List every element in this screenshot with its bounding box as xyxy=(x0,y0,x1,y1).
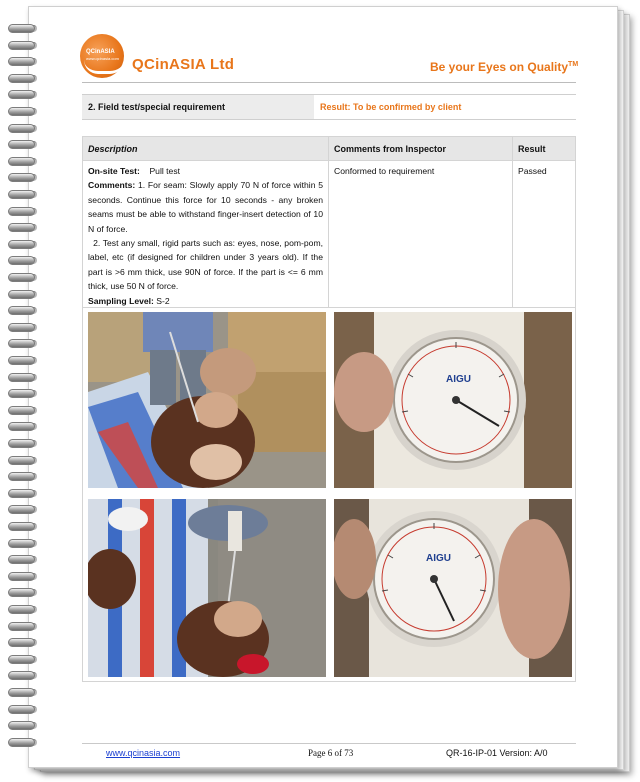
tagline: Be your Eyes on Quality™ xyxy=(430,60,579,74)
spiral-ring xyxy=(8,653,42,666)
table-header-row xyxy=(83,137,575,161)
header-description: Description xyxy=(83,137,329,160)
onsite-value: Pull test xyxy=(149,166,181,176)
spiral-ring xyxy=(8,520,42,533)
spiral-ring xyxy=(8,221,42,234)
photo-grid xyxy=(82,306,576,682)
footer-divider xyxy=(82,743,576,744)
header-divider xyxy=(82,82,576,83)
spiral-ring xyxy=(8,155,42,168)
spiral-ring xyxy=(8,553,42,566)
spiral-ring xyxy=(8,686,42,699)
section-title: 2. Field test/special requirement xyxy=(82,95,314,119)
test-table xyxy=(82,136,576,308)
gauge-brand: AIGU xyxy=(446,374,471,385)
spiral-ring xyxy=(8,420,42,433)
spiral-ring xyxy=(8,122,42,135)
spiral-ring xyxy=(8,88,42,101)
sampling-label: Sampling Level: xyxy=(88,295,154,306)
gauge-brand: AIGU xyxy=(426,553,451,564)
spiral-ring xyxy=(8,404,42,417)
logo-icon xyxy=(80,34,124,78)
section-header xyxy=(82,94,576,120)
comments-item-1: 1. For seam: Slowly apply 70 N of force within 5 seconds. Continue this force for 10 seconds - any broken seams must be able to withstand finger-insert detection of 10 N of force. xyxy=(88,180,323,234)
spiral-ring xyxy=(8,503,42,516)
page-number: Page 6 of 73 xyxy=(308,748,354,758)
header-comments: Comments from Inspector xyxy=(329,137,513,160)
spiral-ring xyxy=(8,636,42,649)
spiral-ring xyxy=(8,55,42,68)
spiral-ring xyxy=(8,304,42,317)
spiral-ring xyxy=(8,487,42,500)
company-name: QCinASIA Ltd xyxy=(132,56,235,73)
spiral-ring xyxy=(8,570,42,583)
spiral-ring xyxy=(8,105,42,118)
spiral-ring xyxy=(8,354,42,367)
spiral-ring xyxy=(8,22,42,35)
spiral-ring xyxy=(8,321,42,334)
spiral-ring xyxy=(8,138,42,151)
spiral-ring xyxy=(8,719,42,732)
website-link[interactable]: www.qcinasia.com xyxy=(106,748,181,758)
header-result: Result xyxy=(518,144,546,154)
photo-pull-test-2 xyxy=(88,499,326,677)
description-cell xyxy=(83,161,329,307)
onsite-label: On-site Test: xyxy=(88,166,140,176)
spiral-ring xyxy=(8,337,42,350)
photo-pull-test-1 xyxy=(88,312,326,488)
spiral-ring xyxy=(8,703,42,716)
photo-gauge-2 xyxy=(334,499,572,677)
spiral-ring xyxy=(8,387,42,400)
photo-gauge-1 xyxy=(334,312,572,488)
logo-mini-sub: www.qcinasia.com xyxy=(86,56,119,61)
spiral-ring xyxy=(8,171,42,184)
logo-mini-text: QCinASIA xyxy=(86,49,115,55)
company-logo xyxy=(80,34,240,78)
spiral-ring xyxy=(8,271,42,284)
section-result: Result: To be confirmed by client xyxy=(320,102,462,112)
comments-item-2: 2. Test any small, rigid parts such as: eyes, nose, pom-pom, label, etc (if designed for children under 3 years old). If the part is >6 mm thick, use 90N of force. If the part is <= 6 mm thick, use 50 N of force. xyxy=(88,238,323,292)
spiral-ring xyxy=(8,620,42,633)
result-cell: Passed xyxy=(518,166,547,176)
spiral-ring xyxy=(8,669,42,682)
spiral-ring xyxy=(8,454,42,467)
spiral-ring xyxy=(8,188,42,201)
spiral-ring xyxy=(8,39,42,52)
spiral-ring xyxy=(8,586,42,599)
spiral-binding xyxy=(8,22,44,762)
spiral-ring xyxy=(8,72,42,85)
spiral-ring xyxy=(8,238,42,251)
table-row xyxy=(83,161,575,307)
spiral-ring xyxy=(8,288,42,301)
inspector-comment-cell: Conformed to requirement xyxy=(329,161,513,307)
spiral-ring xyxy=(8,254,42,267)
spiral-ring xyxy=(8,603,42,616)
trademark: TM xyxy=(568,61,579,68)
spiral-ring xyxy=(8,470,42,483)
spiral-ring xyxy=(8,437,42,450)
spiral-ring xyxy=(8,537,42,550)
comments-label: Comments: xyxy=(88,180,136,191)
spiral-ring xyxy=(8,371,42,384)
spiral-ring xyxy=(8,205,42,218)
spiral-ring xyxy=(8,736,42,749)
document-version: QR-16-IP-01 Version: A/0 xyxy=(446,748,548,758)
sampling-value: S-2 xyxy=(156,295,170,306)
